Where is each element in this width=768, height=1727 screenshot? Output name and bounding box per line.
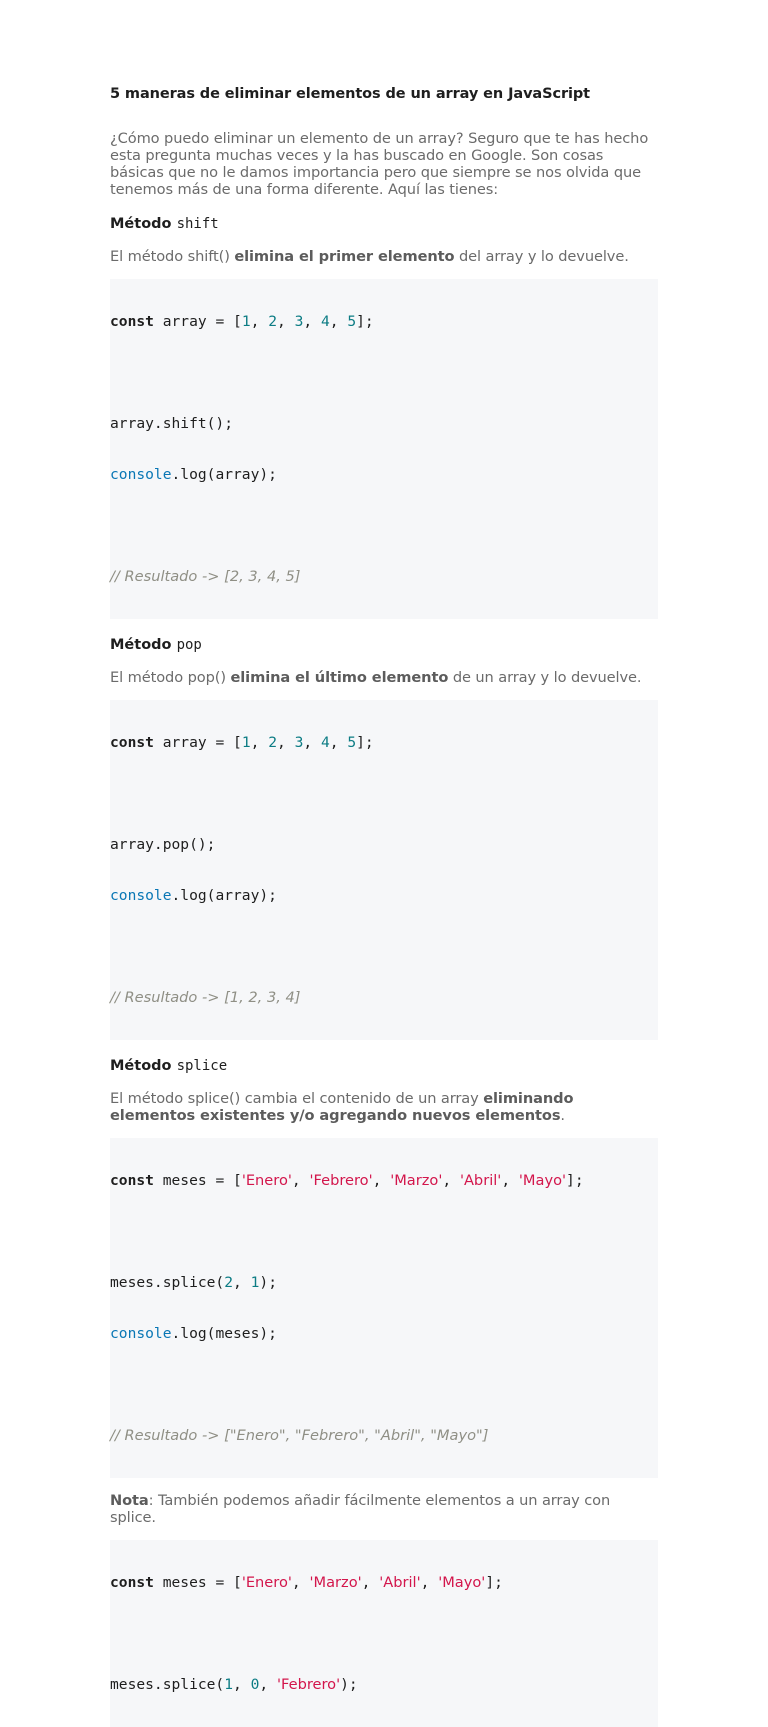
code-comment: // Resultado -> [1, 2, 3, 4]	[110, 989, 301, 1006]
desc-bold: elimina el primer elemento	[234, 248, 455, 265]
code-text: ];	[356, 734, 374, 751]
code-text: );	[340, 1676, 358, 1693]
note-label: Nota	[110, 1492, 149, 1509]
console-object: console	[110, 887, 172, 904]
heading-prefix: Método	[110, 216, 172, 232]
note-text: : También podemos añadir fácilmente elementos a un array con splice.	[110, 1492, 611, 1526]
string: 'Mayo'	[438, 1574, 486, 1591]
code-text: ];	[356, 313, 374, 330]
heading-shift	[110, 214, 658, 234]
code-text: meses.splice(	[110, 1676, 225, 1693]
string: 'Marzo'	[390, 1172, 443, 1189]
code-line: const meses = ['Enero', 'Marzo', 'Abril', 'Mayo'];	[110, 1574, 503, 1591]
heading-prefix: Método	[110, 1058, 172, 1074]
desc-text: del array y lo devuelve.	[454, 248, 629, 265]
code-block-pop	[110, 700, 658, 1040]
code-text: array = [	[153, 313, 242, 330]
code-text: ];	[485, 1574, 503, 1591]
code-line: const meses = ['Enero', 'Febrero', 'Marzo', 'Abril', 'Mayo'];	[110, 1172, 584, 1189]
code-line	[110, 887, 658, 904]
code-line: const array = [1, 2, 3, 4, 5];	[110, 734, 374, 751]
keyword: const	[110, 1574, 154, 1591]
code-comment: // Resultado -> [2, 3, 4, 5]	[110, 568, 301, 585]
desc-bold: elimina el último elemento	[230, 669, 449, 686]
desc-text: El método pop()	[110, 669, 231, 686]
number: 1	[250, 1274, 260, 1291]
code-text: ];	[566, 1172, 584, 1189]
number: 1	[241, 313, 251, 330]
heading-code: pop	[176, 637, 202, 653]
pop-description	[110, 669, 658, 686]
code-comment: // Resultado -> ["Enero", "Febrero", "Abril", "Mayo"]	[110, 1427, 489, 1444]
desc-text: El método shift()	[110, 248, 235, 265]
number: 2	[268, 734, 277, 751]
string: 'Mayo'	[518, 1172, 567, 1189]
number: 0	[250, 1676, 260, 1693]
string: 'Abril'	[459, 1172, 502, 1189]
code-text: .log(meses);	[171, 1325, 277, 1342]
code-text: meses.splice(	[110, 1274, 225, 1291]
code-block-note	[110, 1540, 658, 1727]
desc-text: .	[560, 1107, 565, 1124]
heading-prefix: Método	[110, 637, 172, 653]
console-object: console	[110, 466, 172, 483]
shift-description	[110, 248, 658, 265]
heading-code: splice	[176, 1058, 228, 1074]
number: 3	[294, 313, 304, 330]
desc-text: El método splice() cambia el contenido de un array	[110, 1090, 484, 1107]
intro-paragraph: ¿Cómo puedo eliminar un elemento de un array? Seguro que te has hecho esta pregunta muchas veces y la has buscado en Google. Son cosas básicas que no le damos importancia pero que siempre se nos olvida que tenemos más de una forma diferente. Aquí las tienes:	[110, 130, 649, 198]
number: 4	[320, 734, 330, 751]
code-line	[110, 466, 658, 483]
desc-bold: eliminando elementos existentes y/o agregando nuevos elementos	[110, 1090, 574, 1124]
heading-code: shift	[176, 216, 219, 232]
number: 5	[347, 313, 357, 330]
code-text: .log(array);	[171, 887, 277, 904]
number: 1	[224, 1676, 234, 1693]
string: 'Marzo'	[309, 1574, 362, 1591]
code-line: array.pop();	[110, 836, 216, 853]
article-title: 5 maneras de eliminar elementos de un array en JavaScript	[110, 86, 590, 102]
string: 'Febrero'	[309, 1172, 373, 1189]
code-block-shift	[110, 279, 658, 619]
code-text: meses = [	[153, 1574, 242, 1591]
article	[110, 84, 658, 1727]
code-line: const array = [1, 2, 3, 4, 5];	[110, 313, 374, 330]
code-text: meses = [	[153, 1172, 242, 1189]
note-paragraph	[110, 1492, 658, 1526]
code-line: array.shift();	[110, 415, 234, 432]
number: 5	[347, 734, 357, 751]
heading-pop	[110, 635, 658, 655]
number: 2	[224, 1274, 234, 1291]
code-line	[110, 1325, 658, 1342]
code-text: array = [	[153, 734, 242, 751]
heading-splice	[110, 1056, 658, 1076]
desc-text: de un array y lo devuelve.	[448, 669, 642, 686]
string: 'Febrero'	[276, 1676, 341, 1693]
number: 2	[268, 313, 277, 330]
code-block-splice	[110, 1138, 658, 1478]
console-object: console	[110, 1325, 172, 1342]
number: 4	[320, 313, 330, 330]
code-text: .log(array);	[171, 466, 277, 483]
string: 'Abril'	[379, 1574, 421, 1591]
keyword: const	[110, 1172, 154, 1189]
code-line: meses.splice(2, 1);	[110, 1274, 277, 1291]
keyword: const	[110, 313, 154, 330]
code-text: );	[259, 1274, 277, 1291]
string: 'Enero'	[241, 1172, 292, 1189]
number: 1	[241, 734, 251, 751]
string: 'Enero'	[241, 1574, 292, 1591]
splice-description	[110, 1090, 658, 1124]
keyword: const	[110, 734, 154, 751]
number: 3	[294, 734, 304, 751]
code-line: meses.splice(1, 0, 'Febrero');	[110, 1676, 358, 1693]
